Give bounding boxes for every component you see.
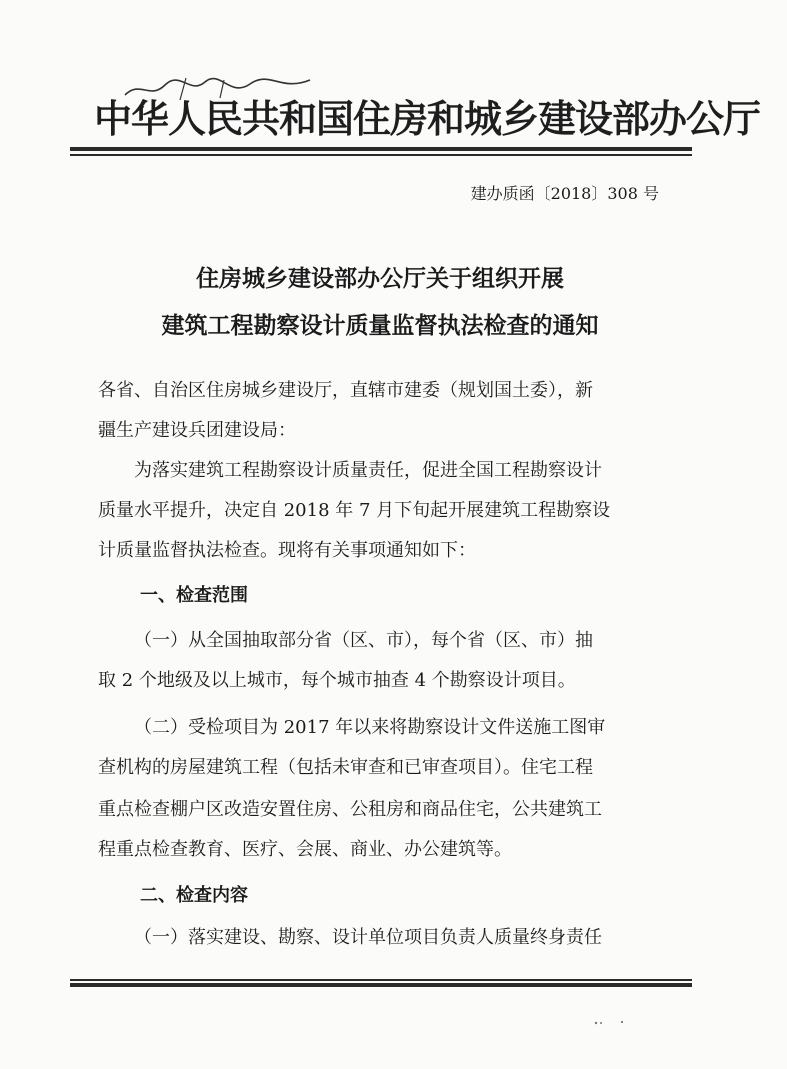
section-heading-content: 二、检查内容 [140,885,248,906]
body-line: 为落实建筑工程勘察设计质量责任，促进全国工程勘察设计 [134,460,602,481]
body-line: （一）从全国抽取部分省（区、市），每个省（区、市）抽 [134,630,593,651]
scan-speck [592,1018,632,1028]
document-number: 建办质函〔2018〕308 号 [470,184,659,203]
body-line: 疆生产建设兵团建设局： [98,420,296,441]
body-line: （二）受检项目为 2017 年以来将勘察设计文件送施工图审 [134,717,606,738]
section-heading-scope: 一、检查范围 [140,585,248,606]
body-line: 计质量监督执法检查。现将有关事项通知如下： [98,540,476,561]
body-line: （一）落实建设、勘察、设计单位项目负责人质量终身责任 [134,927,602,948]
body-line: 查机构的房屋建筑工程（包括未审查和已审查项目）。住宅工程 [98,757,593,778]
document-title-line-1: 住房城乡建设部办公厅关于组织开展 [196,266,564,292]
body-line: 取 2 个地级及以上城市，每个城市抽查 4 个勘察设计项目。 [98,670,576,691]
letterhead-rule-thin [70,154,692,156]
document-title-line-2: 建筑工程勘察设计质量监督执法检查的通知 [161,313,599,339]
body-line: 程重点检查教育、医疗、会展、商业、办公建筑等。 [98,839,512,860]
letterhead-rule-thick [70,147,692,151]
letterhead-title: 中华人民共和国住房和城乡建设部办公厅 [94,97,761,141]
body-line: 重点检查棚户区改造安置住房、公租房和商品住宅，公共建筑工 [98,799,602,820]
footer-rule-thin [70,979,692,981]
body-line: 质量水平提升，决定自 2018 年 7 月下旬起开展建筑工程勘察设 [98,500,611,521]
body-line: 各省、自治区住房城乡建设厅，直辖市建委（规划国土委），新 [98,380,593,401]
footer-rule-thick [70,983,692,987]
